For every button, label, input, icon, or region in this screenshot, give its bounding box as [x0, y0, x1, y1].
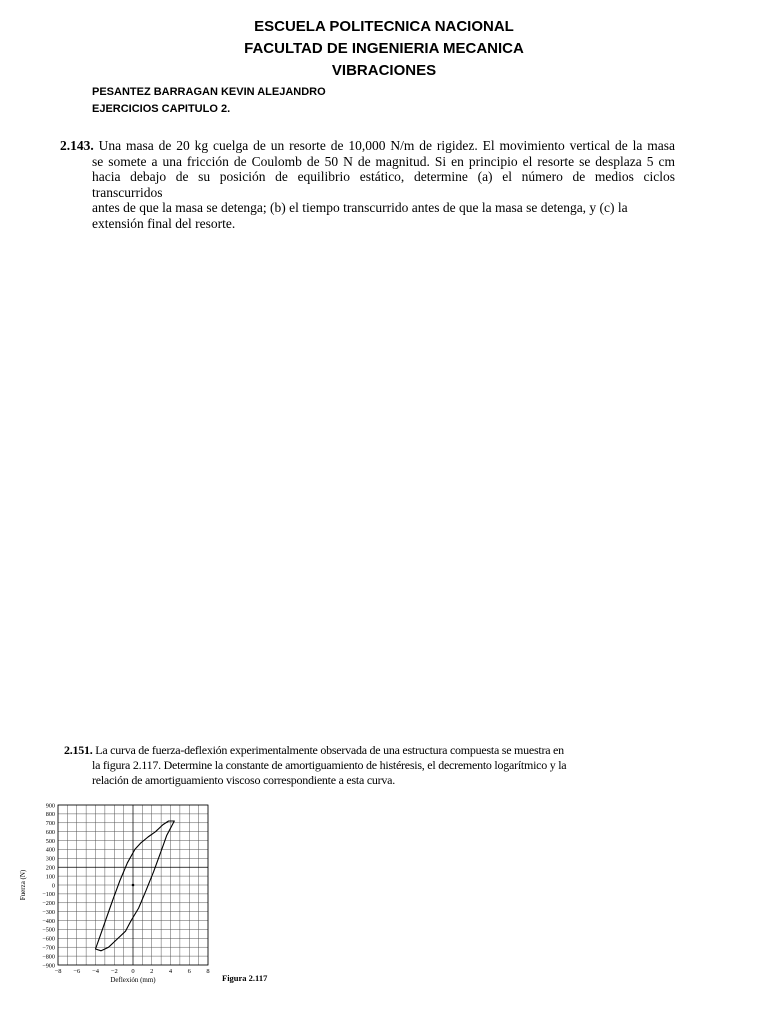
y-tick-label: 100 [45, 873, 55, 881]
document-header [0, 16, 768, 82]
force-deflection-chart [16, 798, 276, 988]
y-tick-label: 600 [45, 828, 55, 836]
y-tick-label: −100 [42, 891, 55, 899]
assignment-title: EJERCICIOS CAPITULO 2. [92, 103, 231, 115]
y-tick-label: −200 [42, 900, 55, 908]
x-tick-label: 4 [168, 968, 173, 975]
y-tick-label: −800 [42, 953, 55, 961]
problem-line: 2.143. Una masa de 20 kg cuelga de un resorte de 10,000 N/m de rigidez. El movimiento vertical de la masa [60, 138, 675, 153]
x-tick-label: 8 [206, 968, 210, 975]
faculty-name: FACULTAD DE INGENIERIA MECANICA [244, 40, 524, 57]
x-tick-label: −2 [110, 968, 118, 975]
y-tick-label: −300 [42, 908, 55, 916]
x-tick-label: 0 [131, 968, 135, 975]
x-tick-label: 6 [187, 968, 191, 975]
x-tick-label: −8 [54, 968, 62, 975]
y-tick-label: −900 [42, 962, 55, 970]
student-name: PESANTEZ BARRAGAN KEVIN ALEJANDRO [92, 86, 326, 98]
course-name: VIBRACIONES [331, 62, 437, 79]
problem-number: 2.151. [64, 743, 93, 757]
problem-line: hacia debajo de su posición de equilibrio estático, determine (a) el número de medios ciclos [92, 169, 675, 185]
y-tick-label: 700 [45, 820, 55, 828]
y-tick-label: −600 [42, 935, 55, 943]
y-tick-label: −700 [42, 944, 55, 952]
hysteresis-figure [16, 798, 276, 988]
y-tick-label: 200 [45, 864, 55, 872]
y-tick-label: −400 [42, 917, 55, 925]
problem-line: 2.151. La curva de fuerza-deflexión experimentalmente observada de una estructura compuesta se muestra en [64, 743, 564, 757]
x-tick-label: −4 [92, 968, 99, 975]
y-tick-label: 300 [45, 855, 55, 863]
x-tick-label: 2 [150, 968, 154, 975]
problem-2-151 [64, 743, 644, 788]
y-tick-label: 400 [45, 846, 55, 854]
origin-dot [132, 884, 135, 887]
problem-number: 2.143. [60, 138, 94, 153]
problem-line: transcurridos [92, 184, 163, 200]
problem-line: extensión final del resorte. [92, 215, 236, 231]
problem-line: antes de que la masa se detenga; (b) el tiempo transcurrido antes de que la masa se detenga, y (c) la [92, 200, 628, 216]
x-tick-label: −6 [73, 968, 81, 975]
figure-caption: Figura 2.117 [222, 973, 268, 983]
y-tick-label: 900 [45, 802, 55, 810]
x-axis-label: Deflexión (mm) [110, 976, 156, 984]
y-axis-label: Fuerza (N) [19, 869, 27, 901]
problem-line: relación de amortiguamiento viscoso correspondiente a esta curva. [92, 773, 395, 787]
problem-line: se somete a una fricción de Coulomb de 50 N de magnitud. Si en principio el resorte se desplaza 5 cm [92, 153, 675, 169]
problem-line: la figura 2.117. Determine la constante de amortiguamiento de histéresis, el decremento logarítmico y la [92, 758, 567, 772]
y-tick-label: 800 [45, 811, 55, 819]
y-tick-label: 500 [45, 837, 55, 845]
institution-name: ESCUELA POLITECNICA NACIONAL [254, 18, 514, 35]
y-tick-label: 0 [51, 882, 55, 890]
y-tick-label: −500 [42, 926, 55, 934]
problem-2-143 [60, 138, 675, 232]
document-meta [92, 84, 326, 118]
